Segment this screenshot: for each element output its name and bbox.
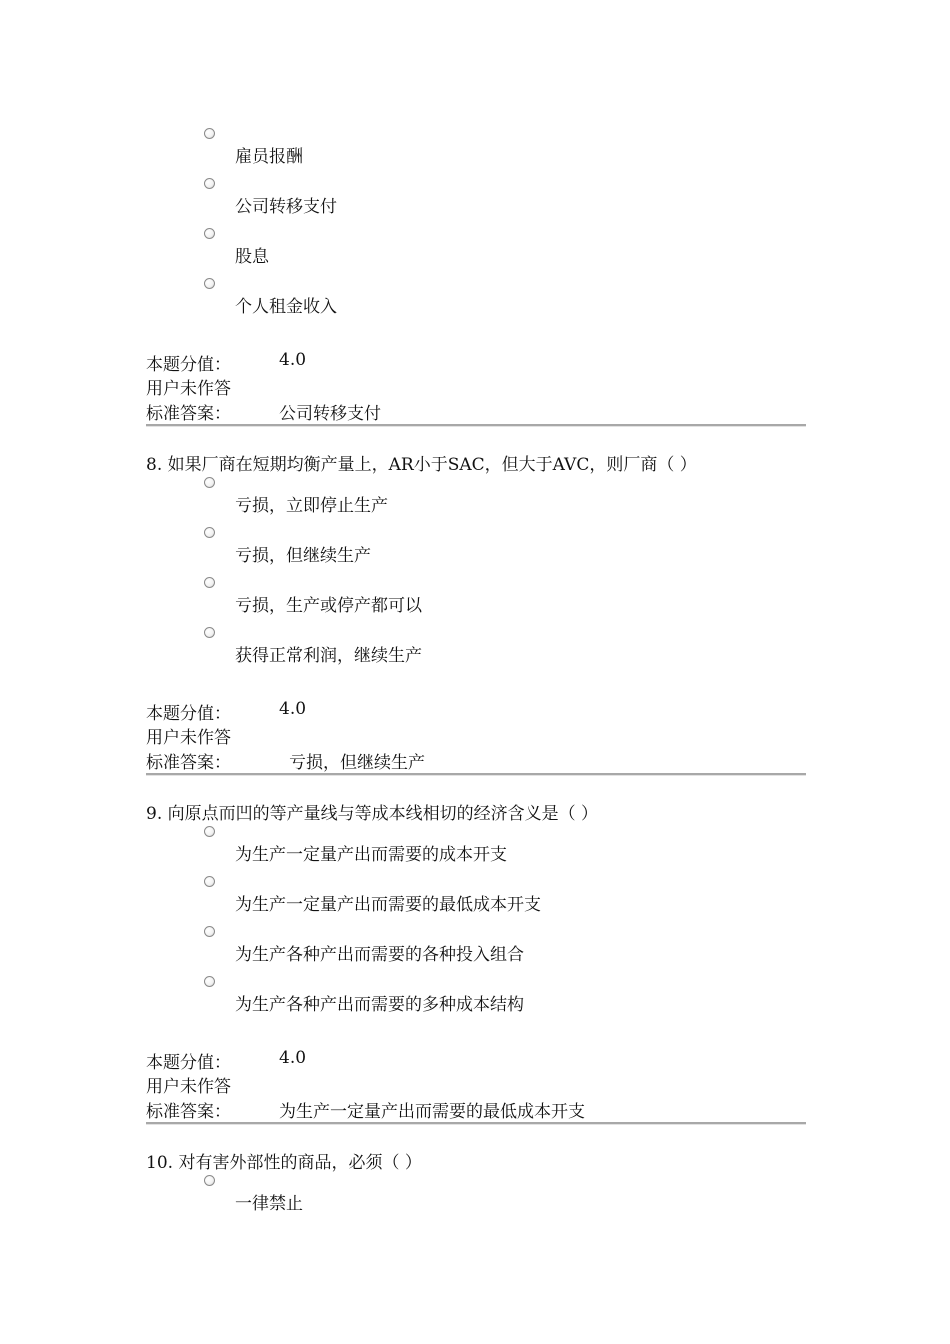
- option-label: 为生产各种产出而需要的各种投入组合: [235, 945, 524, 965]
- radio-button[interactable]: [204, 976, 215, 987]
- radio-button[interactable]: [204, 876, 215, 887]
- score-row: [146, 350, 307, 375]
- user-status: 用户未作答: [146, 379, 231, 399]
- option-label: 亏损，立即停止生产: [235, 496, 388, 516]
- option-label: 为生产各种产出而需要的多种成本结构: [235, 995, 524, 1015]
- radio-button[interactable]: [204, 228, 215, 239]
- radio-button[interactable]: [204, 577, 215, 588]
- answer-value: 亏损，但继续生产: [289, 753, 425, 773]
- divider: [146, 773, 806, 776]
- user-status: 用户未作答: [146, 728, 231, 748]
- user-status: 用户未作答: [146, 1077, 231, 1097]
- score-row: [146, 699, 307, 724]
- score-label: 本题分值：: [146, 704, 231, 724]
- option-label: 为生产一定量产出而需要的成本开支: [235, 845, 507, 865]
- radio-button[interactable]: [204, 627, 215, 638]
- score-label: 本题分值：: [146, 1053, 231, 1073]
- radio-button[interactable]: [204, 926, 215, 937]
- radio-button[interactable]: [204, 477, 215, 488]
- divider: [146, 424, 806, 427]
- option-label: 雇员报酬: [235, 147, 303, 167]
- answer-label: 标准答案：: [146, 404, 231, 424]
- score-row: [146, 1048, 307, 1073]
- score-value: 4.0: [279, 699, 307, 719]
- option-label: 亏损，但继续生产: [235, 546, 371, 566]
- radio-button[interactable]: [204, 178, 215, 189]
- answer-row: [146, 748, 425, 773]
- score-value: 4.0: [279, 350, 307, 370]
- option-label: 公司转移支付: [235, 197, 337, 217]
- radio-button[interactable]: [204, 527, 215, 538]
- option-label: 为生产一定量产出而需要的最低成本开支: [235, 895, 541, 915]
- radio-button[interactable]: [204, 278, 215, 289]
- answer-value: 为生产一定量产出而需要的最低成本开支: [279, 1102, 585, 1122]
- question-title: 8. 如果厂商在短期均衡产量上，AR小于SAC，但大于AVC，则厂商（ ）: [146, 455, 697, 475]
- radio-button[interactable]: [204, 128, 215, 139]
- answer-value: 公司转移支付: [279, 404, 381, 424]
- answer-label: 标准答案：: [146, 1102, 231, 1122]
- option-label: 个人租金收入: [235, 297, 337, 317]
- option-label: 亏损，生产或停产都可以: [235, 596, 422, 616]
- option-label: 一律禁止: [235, 1194, 303, 1214]
- answer-row: [146, 1097, 585, 1122]
- divider: [146, 1122, 806, 1125]
- answer-row: [146, 399, 381, 424]
- score-value: 4.0: [279, 1048, 307, 1068]
- radio-button[interactable]: [204, 826, 215, 837]
- answer-label: 标准答案：: [146, 753, 231, 773]
- option-label: 股息: [235, 247, 269, 267]
- question-title: 9. 向原点而凹的等产量线与等成本线相切的经济含义是（ ）: [146, 804, 599, 824]
- option-label: 获得正常利润，继续生产: [235, 646, 422, 666]
- score-label: 本题分值：: [146, 355, 231, 375]
- radio-button[interactable]: [204, 1175, 215, 1186]
- question-title: 10. 对有害外部性的商品，必须（ ）: [146, 1153, 422, 1173]
